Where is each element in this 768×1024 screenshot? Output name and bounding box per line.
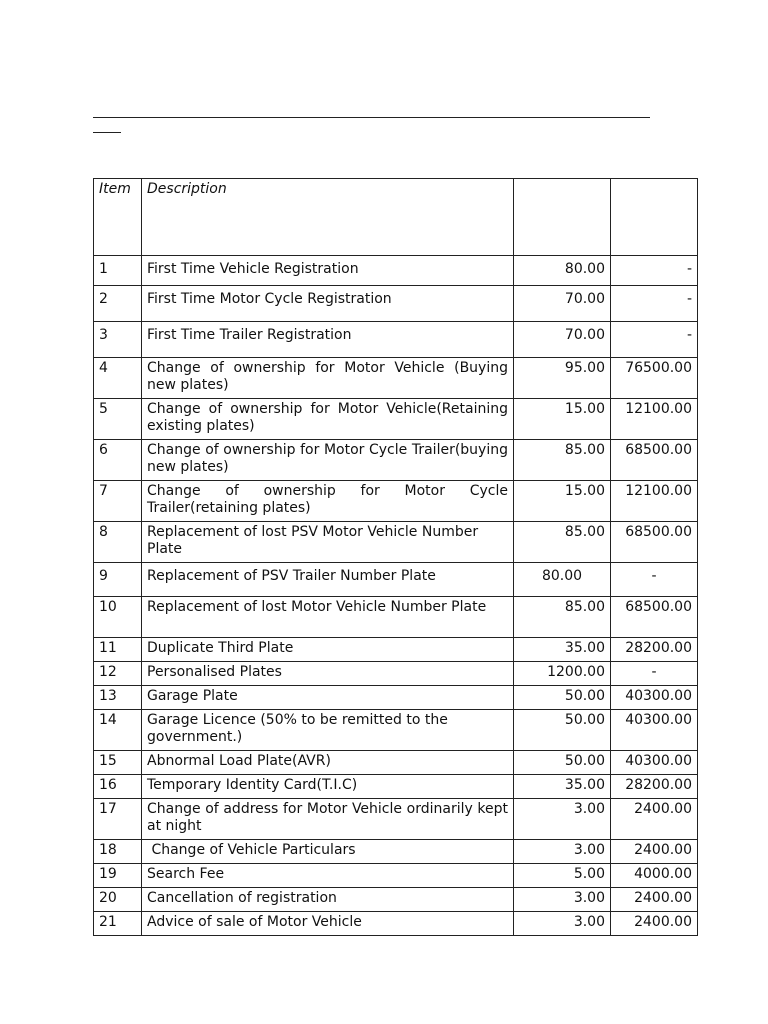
header-item: Item xyxy=(94,179,142,256)
table-row xyxy=(94,751,698,775)
fee-2: - xyxy=(611,662,698,686)
fee-2: 28200.00 xyxy=(611,638,698,662)
fee-1: 50.00 xyxy=(514,751,611,775)
fee-1: 3.00 xyxy=(514,840,611,864)
item-description: Cancellation of registration xyxy=(142,888,514,912)
table-row xyxy=(94,912,698,936)
item-number: 5 xyxy=(94,399,142,440)
fee-1: 3.00 xyxy=(514,912,611,936)
item-description: Change of address for Motor Vehicle ordinarily kept at night xyxy=(142,799,514,840)
fee-2: 2400.00 xyxy=(611,840,698,864)
item-description: Personalised Plates xyxy=(142,662,514,686)
item-description: Change of ownership for Motor Cycle Trailer(retaining plates) xyxy=(142,481,514,522)
fee-1: 1200.00 xyxy=(514,662,611,686)
item-number: 20 xyxy=(94,888,142,912)
item-number: 12 xyxy=(94,662,142,686)
header-rule-short xyxy=(93,132,121,133)
header-description: Description xyxy=(142,179,514,256)
table-row xyxy=(94,775,698,799)
item-number: 16 xyxy=(94,775,142,799)
item-description: Replacement of lost PSV Motor Vehicle Number Plate xyxy=(142,522,514,563)
header-fee-2 xyxy=(611,179,698,256)
table-row xyxy=(94,864,698,888)
fee-2: 40300.00 xyxy=(611,751,698,775)
item-number: 13 xyxy=(94,686,142,710)
fee-2: 40300.00 xyxy=(611,710,698,751)
fee-1: 95.00 xyxy=(514,358,611,399)
fee-1: 50.00 xyxy=(514,710,611,751)
fee-2: - xyxy=(611,563,698,597)
fee-1: 15.00 xyxy=(514,481,611,522)
table-row xyxy=(94,888,698,912)
fee-2: - xyxy=(611,256,698,286)
table-row xyxy=(94,256,698,286)
item-description: Advice of sale of Motor Vehicle xyxy=(142,912,514,936)
table-row xyxy=(94,286,698,322)
item-number: 8 xyxy=(94,522,142,563)
item-number: 11 xyxy=(94,638,142,662)
table-row xyxy=(94,799,698,840)
table-row xyxy=(94,322,698,358)
fee-2: - xyxy=(611,322,698,358)
fee-2: 68500.00 xyxy=(611,440,698,481)
item-number: 4 xyxy=(94,358,142,399)
table-row xyxy=(94,638,698,662)
item-number: 6 xyxy=(94,440,142,481)
fee-1: 70.00 xyxy=(514,286,611,322)
table-row xyxy=(94,522,698,563)
item-number: 19 xyxy=(94,864,142,888)
item-number: 17 xyxy=(94,799,142,840)
table-row xyxy=(94,840,698,864)
fee-1: 15.00 xyxy=(514,399,611,440)
item-number: 21 xyxy=(94,912,142,936)
fee-1: 70.00 xyxy=(514,322,611,358)
item-description: First Time Vehicle Registration xyxy=(142,256,514,286)
item-description: Change of ownership for Motor Vehicle(Retaining existing plates) xyxy=(142,399,514,440)
item-number: 9 xyxy=(94,563,142,597)
item-description: Change of ownership for Motor Cycle Trailer(buying new plates) xyxy=(142,440,514,481)
fee-2: 12100.00 xyxy=(611,399,698,440)
fee-1: 85.00 xyxy=(514,597,611,638)
item-description: Garage Plate xyxy=(142,686,514,710)
table-header-row xyxy=(94,179,698,256)
fee-2: - xyxy=(611,286,698,322)
item-description: First Time Trailer Registration xyxy=(142,322,514,358)
fees-table xyxy=(93,178,698,936)
item-description: Change of ownership for Motor Vehicle (Buying new plates) xyxy=(142,358,514,399)
fee-2: 4000.00 xyxy=(611,864,698,888)
item-number: 14 xyxy=(94,710,142,751)
item-number: 15 xyxy=(94,751,142,775)
fee-1: 3.00 xyxy=(514,888,611,912)
fee-1: 85.00 xyxy=(514,440,611,481)
fee-2: 68500.00 xyxy=(611,597,698,638)
item-description: Duplicate Third Plate xyxy=(142,638,514,662)
header-fee-1 xyxy=(514,179,611,256)
item-description: Garage Licence (50% to be remitted to the government.) xyxy=(142,710,514,751)
item-description: First Time Motor Cycle Registration xyxy=(142,286,514,322)
item-number: 2 xyxy=(94,286,142,322)
header-rule-long xyxy=(93,117,650,118)
table-row xyxy=(94,597,698,638)
table-row xyxy=(94,481,698,522)
item-description: Replacement of PSV Trailer Number Plate xyxy=(142,563,514,597)
item-description: Replacement of lost Motor Vehicle Number Plate xyxy=(142,597,514,638)
fee-1: 3.00 xyxy=(514,799,611,840)
fee-2: 2400.00 xyxy=(611,888,698,912)
item-number: 7 xyxy=(94,481,142,522)
table-row xyxy=(94,686,698,710)
fee-2: 2400.00 xyxy=(611,912,698,936)
item-number: 1 xyxy=(94,256,142,286)
fee-2: 40300.00 xyxy=(611,686,698,710)
table-row xyxy=(94,358,698,399)
item-description: Abnormal Load Plate(AVR) xyxy=(142,751,514,775)
item-number: 3 xyxy=(94,322,142,358)
fee-2: 76500.00 xyxy=(611,358,698,399)
fee-1: 85.00 xyxy=(514,522,611,563)
table-row xyxy=(94,662,698,686)
fee-1: 50.00 xyxy=(514,686,611,710)
table-row xyxy=(94,440,698,481)
fee-1: 80.00 xyxy=(514,563,611,597)
item-description: Temporary Identity Card(T.I.C) xyxy=(142,775,514,799)
item-description: Search Fee xyxy=(142,864,514,888)
fee-2: 12100.00 xyxy=(611,481,698,522)
fee-2: 2400.00 xyxy=(611,799,698,840)
fee-1: 5.00 xyxy=(514,864,611,888)
table-row xyxy=(94,399,698,440)
item-description: Change of Vehicle Particulars xyxy=(142,840,514,864)
fee-2: 68500.00 xyxy=(611,522,698,563)
fee-1: 35.00 xyxy=(514,638,611,662)
table-row xyxy=(94,563,698,597)
item-number: 18 xyxy=(94,840,142,864)
item-number: 10 xyxy=(94,597,142,638)
fee-1: 35.00 xyxy=(514,775,611,799)
table-row xyxy=(94,710,698,751)
fee-2: 28200.00 xyxy=(611,775,698,799)
fee-1: 80.00 xyxy=(514,256,611,286)
